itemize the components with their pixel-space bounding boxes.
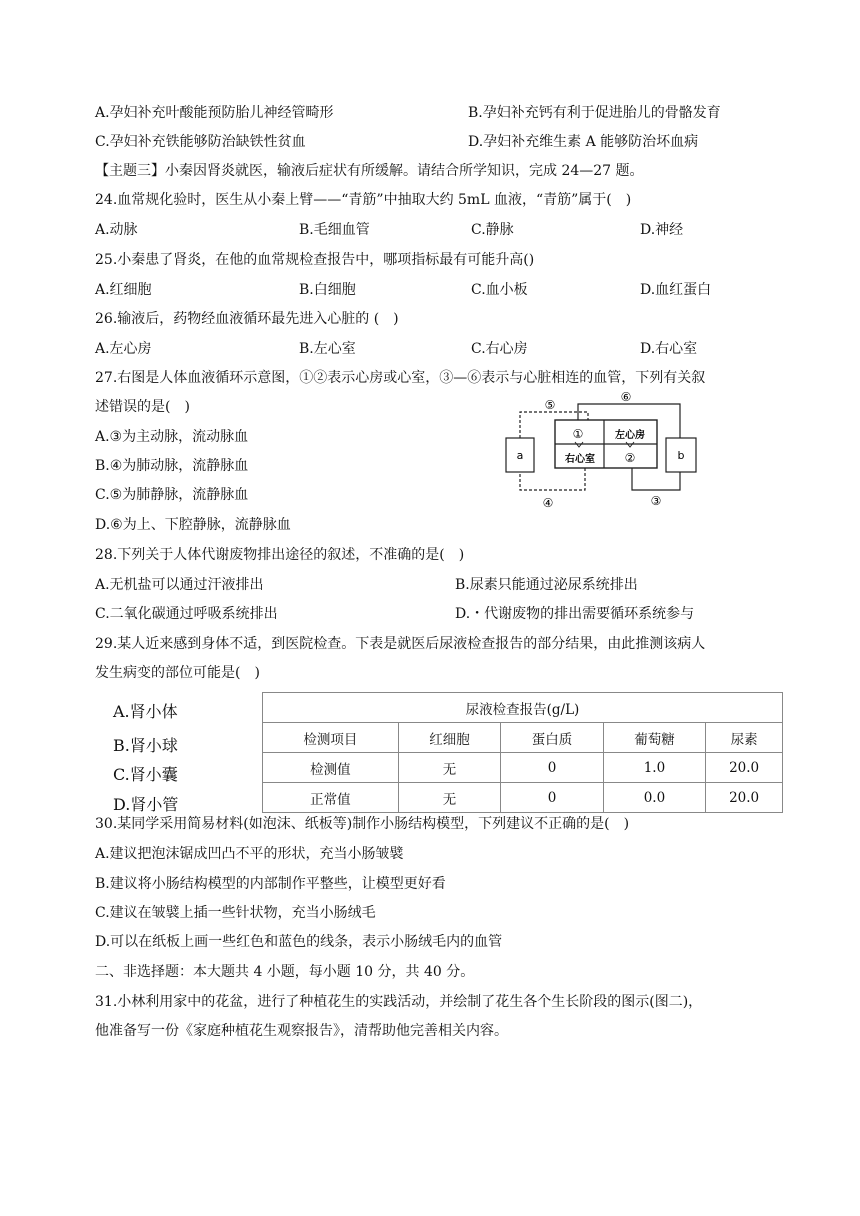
- q29-stem-line2: 发生病变的部位可能是( ): [95, 665, 260, 681]
- section2-heading: 二、非选择题：本大题共 4 小题，每小题 10 分，共 40 分。: [95, 964, 475, 980]
- table-row: [263, 783, 783, 813]
- table-cell: 0: [501, 753, 603, 783]
- table-cell: 无: [398, 753, 500, 783]
- q25-option-a: A.红细胞: [95, 282, 152, 298]
- q29-option-c: C.肾小囊: [113, 765, 178, 784]
- q29-option-a: A.肾小体: [113, 702, 178, 721]
- table-cell: 0: [501, 783, 603, 813]
- blood-circulation-diagram: [500, 392, 710, 516]
- table-title: 尿液检查报告(g/L): [263, 693, 783, 723]
- vessel-5-label: ⑤: [544, 398, 556, 412]
- q26-option-d: D.右心室: [640, 341, 698, 357]
- q27-option-d: D.⑥为上、下腔静脉，流静脉血: [95, 517, 291, 533]
- q23-option-d: D.孕妇补充维生素 A 能够防治坏血病: [468, 134, 699, 150]
- theme3-heading: 【主题三】小秦因肾炎就医，输液后症状有所缓解。请结合所学知识，完成 24—27 题。: [95, 163, 644, 179]
- q27-option-b: B.④为肺动脉，流静脉血: [95, 458, 249, 474]
- q27-option-a: A.③为主动脉，流动脉血: [95, 429, 249, 445]
- urine-report-table: [262, 692, 783, 813]
- q29-option-d: D.肾小管: [113, 795, 179, 814]
- q27-stem-line2: 述错误的是( ): [95, 399, 190, 415]
- q26-option-a: A.左心房: [95, 341, 152, 357]
- box-a-label: a: [516, 449, 524, 462]
- table-header: 检测项目: [263, 723, 399, 753]
- table-row: [263, 753, 783, 783]
- q29-option-b: B.肾小球: [113, 736, 178, 755]
- table-header: 红细胞: [398, 723, 500, 753]
- q30-option-d: D.可以在纸板上画一些红色和蓝色的线条，表示小肠绒毛内的血管: [95, 934, 503, 950]
- left-atrium-label: 左心房: [615, 430, 645, 441]
- q26-stem: 26.输液后，药物经血液循环最先进入心脏的 ( ): [95, 311, 399, 327]
- q30-option-c: C.建议在皱襞上插一些针状物，充当小肠绒毛: [95, 905, 376, 921]
- q28-stem: 28.下列关于人体代谢废物排出途径的叙述，不准确的是( ): [95, 547, 465, 563]
- q27-option-c: C.⑤为肺静脉，流静脉血: [95, 487, 249, 503]
- q23-option-a: A.孕妇补充叶酸能预防胎儿神经管畸形: [95, 105, 334, 121]
- table-header: 尿素: [706, 723, 783, 753]
- q25-option-b: B.白细胞: [299, 282, 356, 298]
- box-b-label: b: [677, 449, 685, 462]
- q28-option-d: D.・代谢废物的排出需要循环系统参与: [455, 606, 695, 622]
- q30-option-b: B.建议将小肠结构模型的内部制作平整些，让模型更好看: [95, 876, 446, 892]
- vessel-3-label: ③: [650, 494, 662, 508]
- vessel-6-label: ⑥: [620, 392, 632, 404]
- q31-line2: 他准备写一份《家庭种植花生观察报告》，清帮助他完善相关内容。: [95, 1023, 508, 1039]
- chamber-2-label: ②: [624, 451, 636, 465]
- chamber-1-label: ①: [572, 427, 584, 441]
- table-cell: 无: [398, 783, 500, 813]
- table-cell: 20.0: [706, 783, 783, 813]
- q28-option-c: C.二氧化碳通过呼吸系统排出: [95, 606, 278, 622]
- table-cell: 1.0: [603, 753, 705, 783]
- q26-option-c: C.右心房: [471, 341, 528, 357]
- q31-line1: 31.小林利用家中的花盆，进行了种植花生的实践活动，并绘制了花生各个生长阶段的图示(图二)，: [95, 994, 703, 1010]
- table-header: 葡萄糖: [603, 723, 705, 753]
- q28-option-b: B.尿素只能通过泌尿系统排出: [455, 577, 638, 593]
- table-header: 蛋白质: [501, 723, 603, 753]
- q30-stem: 30.某同学采用简易材料(如泡沫、纸板等)制作小肠结构模型，下列建议不正确的是( ): [95, 816, 630, 832]
- table-cell: 正常值: [263, 783, 399, 813]
- q27-stem-line1: 27.右图是人体血液循环示意图，①②表示心房或心室，③—⑥表示与心脏相连的血管，下列有关叙: [95, 370, 706, 386]
- table-cell: 检测值: [263, 753, 399, 783]
- q23-option-c: C.孕妇补充铁能够防治缺铁性贫血: [95, 134, 306, 150]
- q29-stem-line1: 29.某人近来感到身体不适，到医院检查。下表是就医后尿液检查报告的部分结果，由此推测该病人: [95, 636, 706, 652]
- q24-option-a: A.动脉: [95, 222, 138, 238]
- right-ventricle-label: 右心室: [565, 454, 595, 465]
- q25-option-d: D.血红蛋白: [640, 282, 712, 298]
- q23-option-b: B.孕妇补充钙有利于促进胎儿的骨骼发育: [468, 105, 721, 121]
- q24-option-d: D.神经: [640, 222, 684, 238]
- table-header-row: [263, 723, 783, 753]
- q24-option-b: B.毛细血管: [299, 222, 370, 238]
- table-cell: 20.0: [706, 753, 783, 783]
- q24-stem: 24.血常规化验时，医生从小秦上臂——“青筋”中抽取大约 5mL 血液，“青筋”属于( ): [95, 192, 632, 208]
- q25-option-c: C.血小板: [471, 282, 528, 298]
- q30-option-a: A.建议把泡沫锯成凹凸不平的形状，充当小肠皱襞: [95, 846, 404, 862]
- table-cell: 0.0: [603, 783, 705, 813]
- q28-option-a: A.无机盐可以通过汗液排出: [95, 577, 264, 593]
- vessel-4-label: ④: [542, 496, 554, 510]
- q26-option-b: B.左心室: [299, 341, 356, 357]
- q24-option-c: C.静脉: [471, 222, 514, 238]
- q25-stem: 25.小秦患了肾炎，在他的血常规检查报告中，哪项指标最有可能升高(): [95, 252, 535, 268]
